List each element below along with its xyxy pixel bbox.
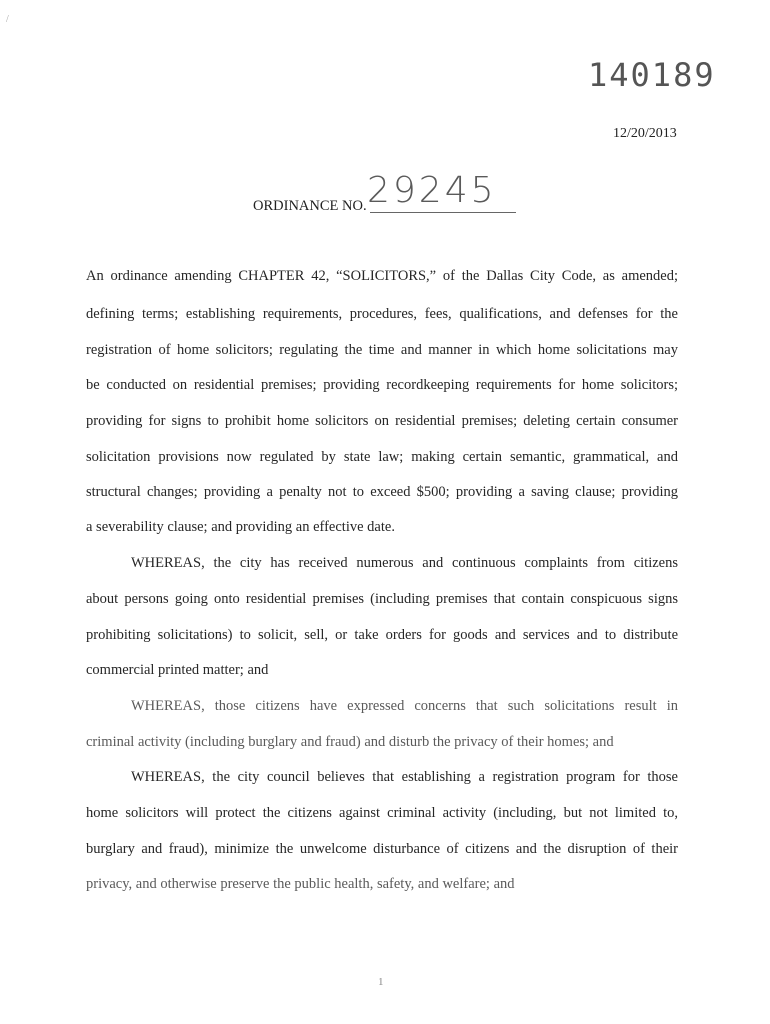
body-line: home solicitors will protect the citizens against criminal activity (including, but not limited to,	[86, 805, 678, 821]
body-line: structural changes; providing a penalty not to exceed $500; providing a saving clause; providing	[86, 484, 678, 500]
body-line: burglary and fraud), minimize the unwelcome disturbance of citizens and the disruption of their	[86, 841, 678, 857]
body-line: WHEREAS, those citizens have expressed concerns that such solicitations result in	[131, 698, 678, 714]
body-line: defining terms; establishing requirements, procedures, fees, qualifications, and defenses for the	[86, 306, 678, 322]
body-line: solicitation provisions now regulated by state law; making certain semantic, grammatical, and	[86, 449, 678, 465]
body-line: commercial printed matter; and	[86, 662, 269, 678]
body-line: criminal activity (including burglary and fraud) and disturb the privacy of their homes; and	[86, 734, 614, 750]
body-line: providing for signs to prohibit home solicitors on residential premises; deleting certain consumer	[86, 413, 678, 429]
body-line: prohibiting solicitations) to solicit, sell, or take orders for goods and services and to distribute	[86, 627, 678, 643]
ordinance-number-line	[370, 212, 516, 213]
body-line: about persons going onto residential premises (including premises that contain conspicuous signs	[86, 591, 678, 607]
body-line: be conducted on residential premises; providing recordkeeping requirements for home solicitors;	[86, 377, 678, 393]
corner-mark: /	[6, 14, 9, 25]
body-line: registration of home solicitors; regulating the time and manner in which home solicitations may	[86, 342, 678, 358]
page-number: 1	[378, 976, 384, 988]
ordinance-label: ORDINANCE NO.	[253, 198, 367, 214]
stamp-number: 140189	[588, 56, 716, 94]
ordinance-number-handwritten: 29245	[367, 170, 497, 211]
document-date: 12/20/2013	[613, 126, 677, 141]
body-line: a severability clause; and providing an effective date.	[86, 519, 395, 535]
body-line: WHEREAS, the city council believes that establishing a registration program for those	[131, 769, 678, 785]
body-line: privacy, and otherwise preserve the public health, safety, and welfare; and	[86, 876, 515, 892]
body-line: WHEREAS, the city has received numerous and continuous complaints from citizens	[131, 555, 678, 571]
body-line: An ordinance amending CHAPTER 42, “SOLICITORS,” of the Dallas City Code, as amended;	[86, 268, 678, 284]
